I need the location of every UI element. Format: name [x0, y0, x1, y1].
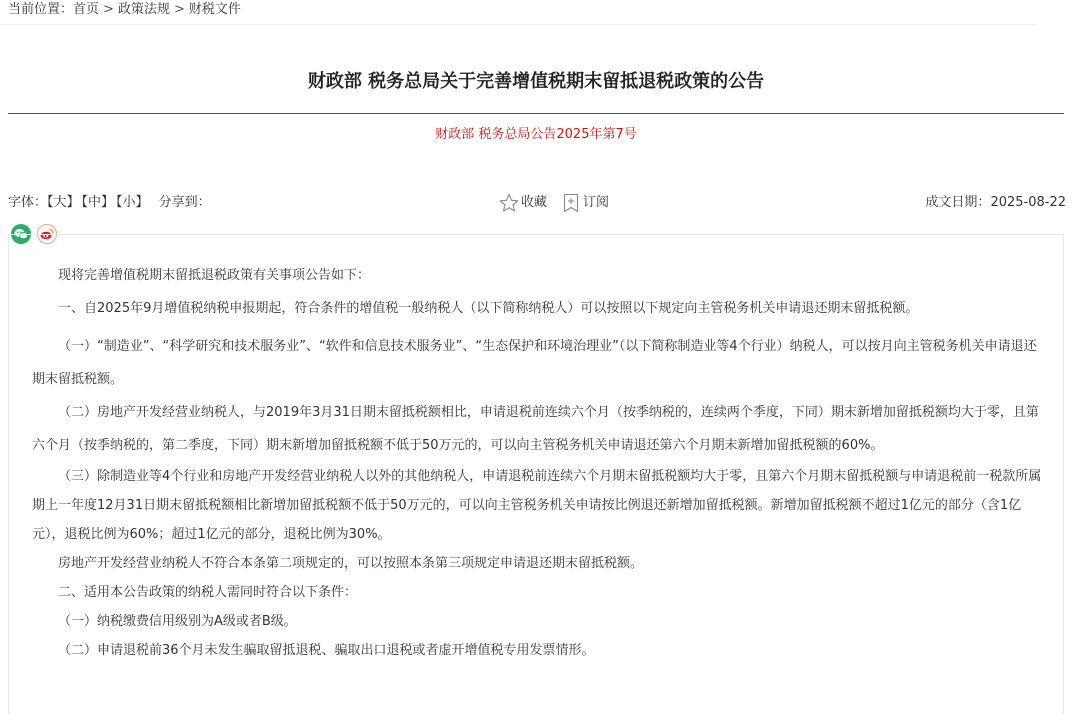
- subscribe-label: 订阅: [583, 195, 610, 210]
- paragraph: 房地产开发经营业纳税人不符合本条第二项规定的，可以按照本条第三项规定申请退还期末留抵税额。: [58, 556, 644, 571]
- date-value: 2025-08-22: [990, 195, 1066, 210]
- share-label: 分享到：: [158, 195, 211, 210]
- breadcrumb-separator: >: [173, 2, 185, 17]
- title-divider: [8, 113, 1064, 114]
- breadcrumb-prefix: 当前位置：: [8, 2, 74, 17]
- article-actions: [499, 192, 623, 214]
- bookmark-icon: [561, 193, 581, 213]
- article-title: 财政部 税务总局关于完善增值税期末留抵退税政策的公告: [307, 71, 765, 92]
- publish-date: [925, 192, 1066, 214]
- breadcrumb-policy[interactable]: 政策法规: [117, 2, 170, 17]
- paragraph: 现将完善增值税期末留抵退税政策有关事项公告如下：: [58, 268, 371, 283]
- favorite-label: 收藏: [521, 195, 548, 210]
- breadcrumb-tax-docs[interactable]: 财税文件: [188, 2, 241, 17]
- paragraph: 一、自2025年9月增值税纳税申报期起，符合条件的增值税一般纳税人（以下简称纳税人）可以按照以下规定向主管税务机关申请退还期末留抵税额。: [58, 301, 919, 316]
- breadcrumb-home[interactable]: 首页: [73, 2, 100, 17]
- star-icon: [499, 193, 519, 213]
- date-label: 成文日期：: [925, 195, 991, 210]
- paragraph: （二）房地产开发经营业纳税人，与2019年3月31日期末留抵税额相比，申请退税前连续六个月（按季纳税的，连续两个季度，下同）期末新增加留抵税额均大于零，且第六个月（按季纳税的，第二季度，下同）期末新增加留抵税额不低于50万元的，可以向主管税务机关申请退还第六个月期末新增加留抵税额的60%。: [32, 405, 1039, 453]
- document-number: 财政部 税务总局公告2025年第7号: [435, 127, 637, 142]
- paragraph: 二、适用本公告政策的纳税人需同时符合以下条件：: [58, 585, 358, 600]
- font-size-label: 字体：: [8, 195, 48, 210]
- subscribe-button[interactable]: [561, 192, 609, 214]
- favorite-button[interactable]: [499, 192, 547, 214]
- article-body: [32, 264, 1042, 665]
- breadcrumb: [8, 1, 241, 19]
- breadcrumb-divider: [0, 24, 1036, 25]
- paragraph: （一）“制造业”、“科学研究和技术服务业”、“软件和信息技术服务业”、“生态保护和环境治理业”（以下简称制造业等4个行业）纳税人，可以按月向主管税务机关申请退还期末留抵税额。: [32, 339, 1037, 387]
- font-size-controls: [8, 192, 211, 214]
- font-medium-button[interactable]: 【中】: [81, 195, 115, 210]
- font-small-button[interactable]: 【小】: [116, 195, 149, 210]
- paragraph: （三）除制造业等4个行业和房地产开发经营业纳税人以外的其他纳税人，申请退税前连续六个月期末留抵税额均大于零，且第六个月期末留抵税额与申请退税前一税款所属期上一年度12月31日期末留抵税额相比新增加留抵税额不低于50万元的，可以向主管税务机关申请按比例退还新增加留抵税额。新增加留抵税额不超过1亿元的部分（含1亿元），退税比例为60%；超过1亿元的部分，退税比例为30%。: [32, 469, 1042, 542]
- paragraph: （二）申请退税前36个月未发生骗取留抵退税、骗取出口退税或者虚开增值税专用发票情形。: [58, 643, 595, 658]
- article-toolbar: [8, 192, 1066, 214]
- font-large-button[interactable]: 【大】: [47, 195, 80, 210]
- paragraph: （一）纳税缴费信用级别为A级或者B级。: [58, 614, 297, 629]
- breadcrumb-separator: >: [103, 2, 114, 17]
